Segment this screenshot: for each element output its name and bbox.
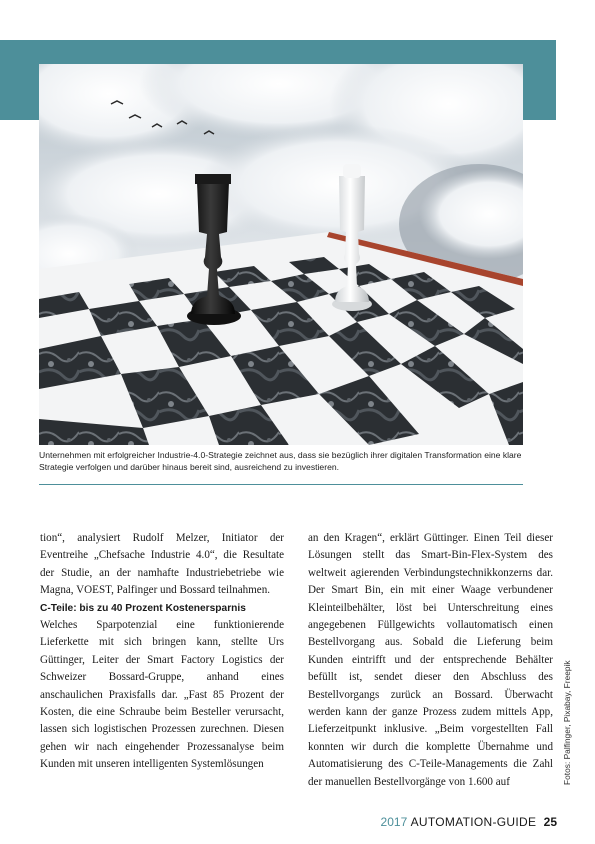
paragraph: Welches Sparpotenzial eine funktionierende Lieferkette mit sich bringen kann, stellte Urs Güttinger, Leiter der Smart Factory Logistics der Schweizer Bossard-Gruppe, anhand eines anschaulichen Praxisfalls dar. „Fast 85 Prozent der Kosten, die eine Schraube beim Besteller verursacht, lassen sich logistischen Prozessen zurechnen. Diesen gehen wir nach eingehender Prozessanalyse beim Kunden mit unseren intelligenten Systemlösungen: [40, 619, 284, 771]
footer-publication: AUTOMATION-GUIDE: [410, 815, 537, 829]
photo-caption: Unternehmen mit erfolgreicher Industrie-4.0-Strategie zeichnet aus, dass sie bezüglich ihrer digitalen Transformation eine klare Strategie verfolgen und darüber hinaus bereit sind, ausreichend zu investieren.: [39, 450, 522, 472]
caption-divider: [39, 484, 523, 485]
page-footer: [381, 815, 557, 829]
paragraph: an den Kragen“, erklärt Güttinger. Einen Teil dieser Lösungen stellt das Smart-Bin-Flex-System des weltweit agierenden Verbindungstechnikkonzerns dar. Der Smart Bin, ein mit einer Waage verbundener Kleinteilbehälter, löst bei Unterschreitung eines angegebenen Füllgewichts vollautomatisch einen Bestellvorgang aus. Sobald die Lieferung beim Kunden eintrifft und der entsprechende Behälter befüllt ist, sendet dieser den Abschluss des Bestellvorgangs zurück an Bossard. Überwacht werden kann der ganze Prozess zudem mittels App, Lieferzeitpunkt inklusive. „Beim vorgestellten Fall konnten wir durch die komplette Übernahme und Automatisierung des C-Teile-Managements die Zahl der manuellen Bestellvorgänge von 1.600 auf: [308, 532, 553, 788]
section-subheading: C-Teile: bis zu 40 Prozent Kostenersparnis: [40, 602, 246, 614]
article-photo: [39, 64, 523, 445]
footer-year: 2017: [380, 815, 408, 829]
article-column-right: [308, 530, 553, 791]
paragraph: tion“, analysiert Rudolf Melzer, Initiator der Eventreihe „Chefsache Industrie 4.0“, die Resultate der Studie, an der namhafte Industriebetriebe wie Magna, VOEST, Palfinger und Bossard teilnahmen.: [40, 532, 284, 597]
article-column-left: [40, 530, 284, 774]
photo-credit: Fotos: Palfinger, Pixabay, Freepik: [562, 660, 572, 785]
page-number: 25: [543, 815, 557, 829]
